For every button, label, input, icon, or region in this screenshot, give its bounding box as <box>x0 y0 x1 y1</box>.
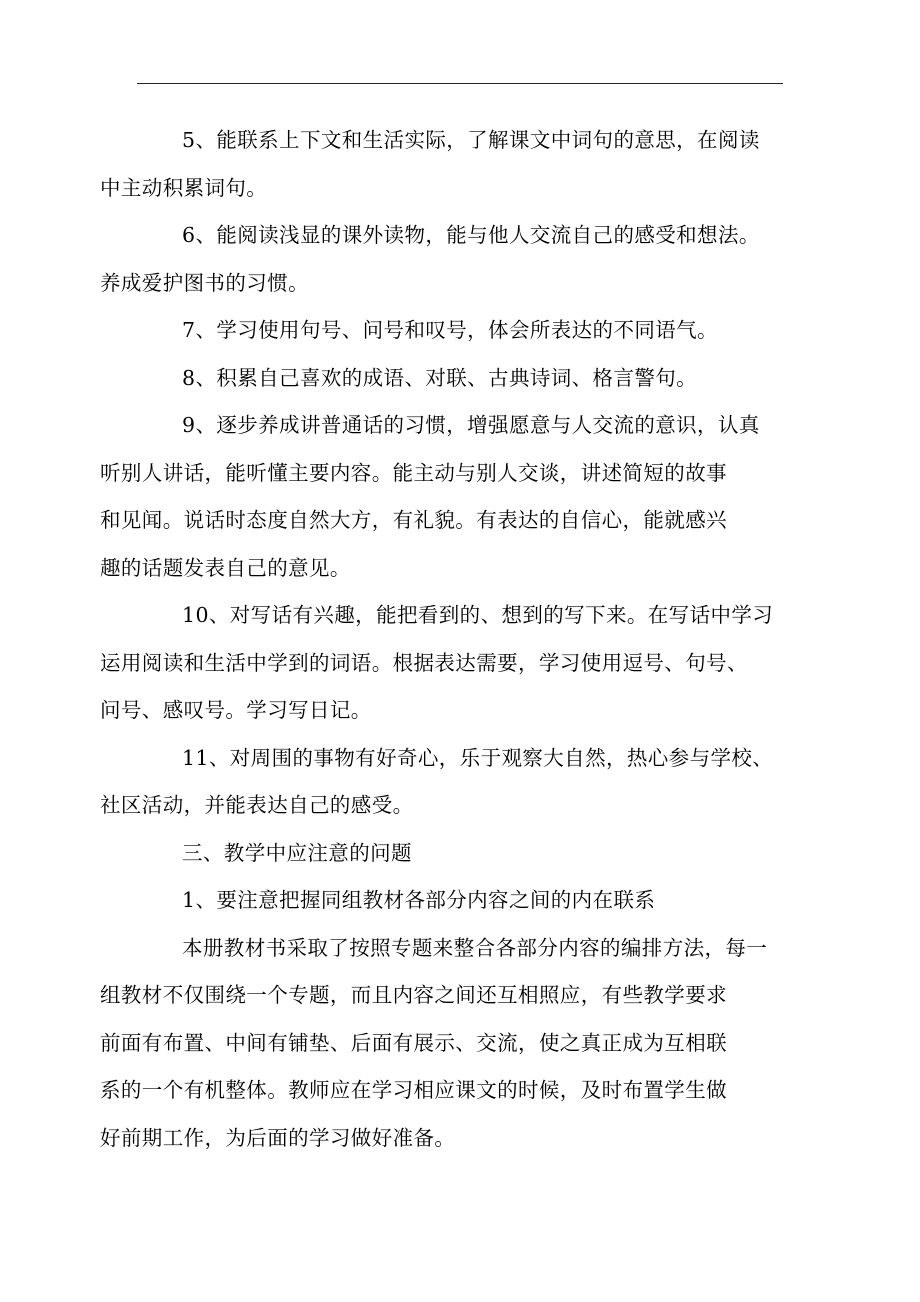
paragraph <box>100 117 793 212</box>
text-line: 系的一个有机整体。教师应在学习相应课文的时候，及时布置学生做 <box>100 1078 727 1102</box>
paragraph <box>100 925 793 1163</box>
text-line: 8、积累自己喜欢的成语、对联、古典诗词、格言警句。 <box>182 365 698 390</box>
text-line: 中主动积累词句。 <box>100 175 268 200</box>
text-line: 趣的话题发表自己的意见。 <box>100 555 351 580</box>
text-line: 1、要注意把握同组教材各部分内容之间的内在联系 <box>182 888 656 912</box>
text-line: 7、学习使用句号、问号和叹号，体会所表达的不同语气。 <box>182 318 718 342</box>
text-line: 好前期工作，为后面的学习做好准备。 <box>100 1125 456 1150</box>
text-line: 运用阅读和生活中学到的词语。根据表达需要，学习使用逗号、句号、 <box>100 650 748 675</box>
text-line: 11、对周围的事物有好奇心，乐于观察大自然，热心参与学校、 <box>182 745 774 770</box>
paragraph <box>141 877 793 925</box>
text-line: 本册教材书采取了按照专题来整合各部分内容的编排方法，每一 <box>182 935 768 960</box>
text-line: 6、能阅读浅显的课外读物，能与他人交流自己的感受和想法。 <box>182 223 760 247</box>
text-line: 5、能联系上下文和生活实际，了解课文中词句的意思，在阅读 <box>182 128 760 152</box>
paragraph <box>100 212 793 307</box>
paragraph <box>100 735 793 830</box>
text-line: 三、教学中应注意的问题 <box>182 840 412 865</box>
text-line: 社区活动，并能表达自己的感受。 <box>100 793 414 817</box>
text-line: 和见闻。说话时态度自然大方，有礼貌。有表达的自信心，能就感兴 <box>100 508 727 532</box>
header-rule <box>137 83 783 84</box>
paragraph <box>141 830 793 878</box>
paragraph <box>141 307 793 355</box>
document-body <box>100 117 793 1162</box>
paragraph <box>141 355 793 403</box>
paragraph <box>100 402 793 592</box>
text-line: 10、对写话有兴趣，能把看到的、想到的写下来。在写话中学习 <box>182 603 774 627</box>
text-line: 前面有布置、中间有铺垫、后面有展示、交流，使之真正成为互相联 <box>100 1030 727 1055</box>
text-line: 9、逐步养成讲普通话的习惯，增强愿意与人交流的意识，认真 <box>182 413 760 437</box>
text-line: 组教材不仅围绕一个专题，而且内容之间还互相照应，有些教学要求 <box>100 983 727 1007</box>
text-line: 养成爱护图书的习惯。 <box>100 270 309 295</box>
text-line: 问号、感叹号。学习写日记。 <box>100 698 372 722</box>
paragraph <box>100 592 793 735</box>
text-line: 听别人讲话，能听懂主要内容。能主动与别人交谈，讲述简短的故事 <box>100 460 727 485</box>
